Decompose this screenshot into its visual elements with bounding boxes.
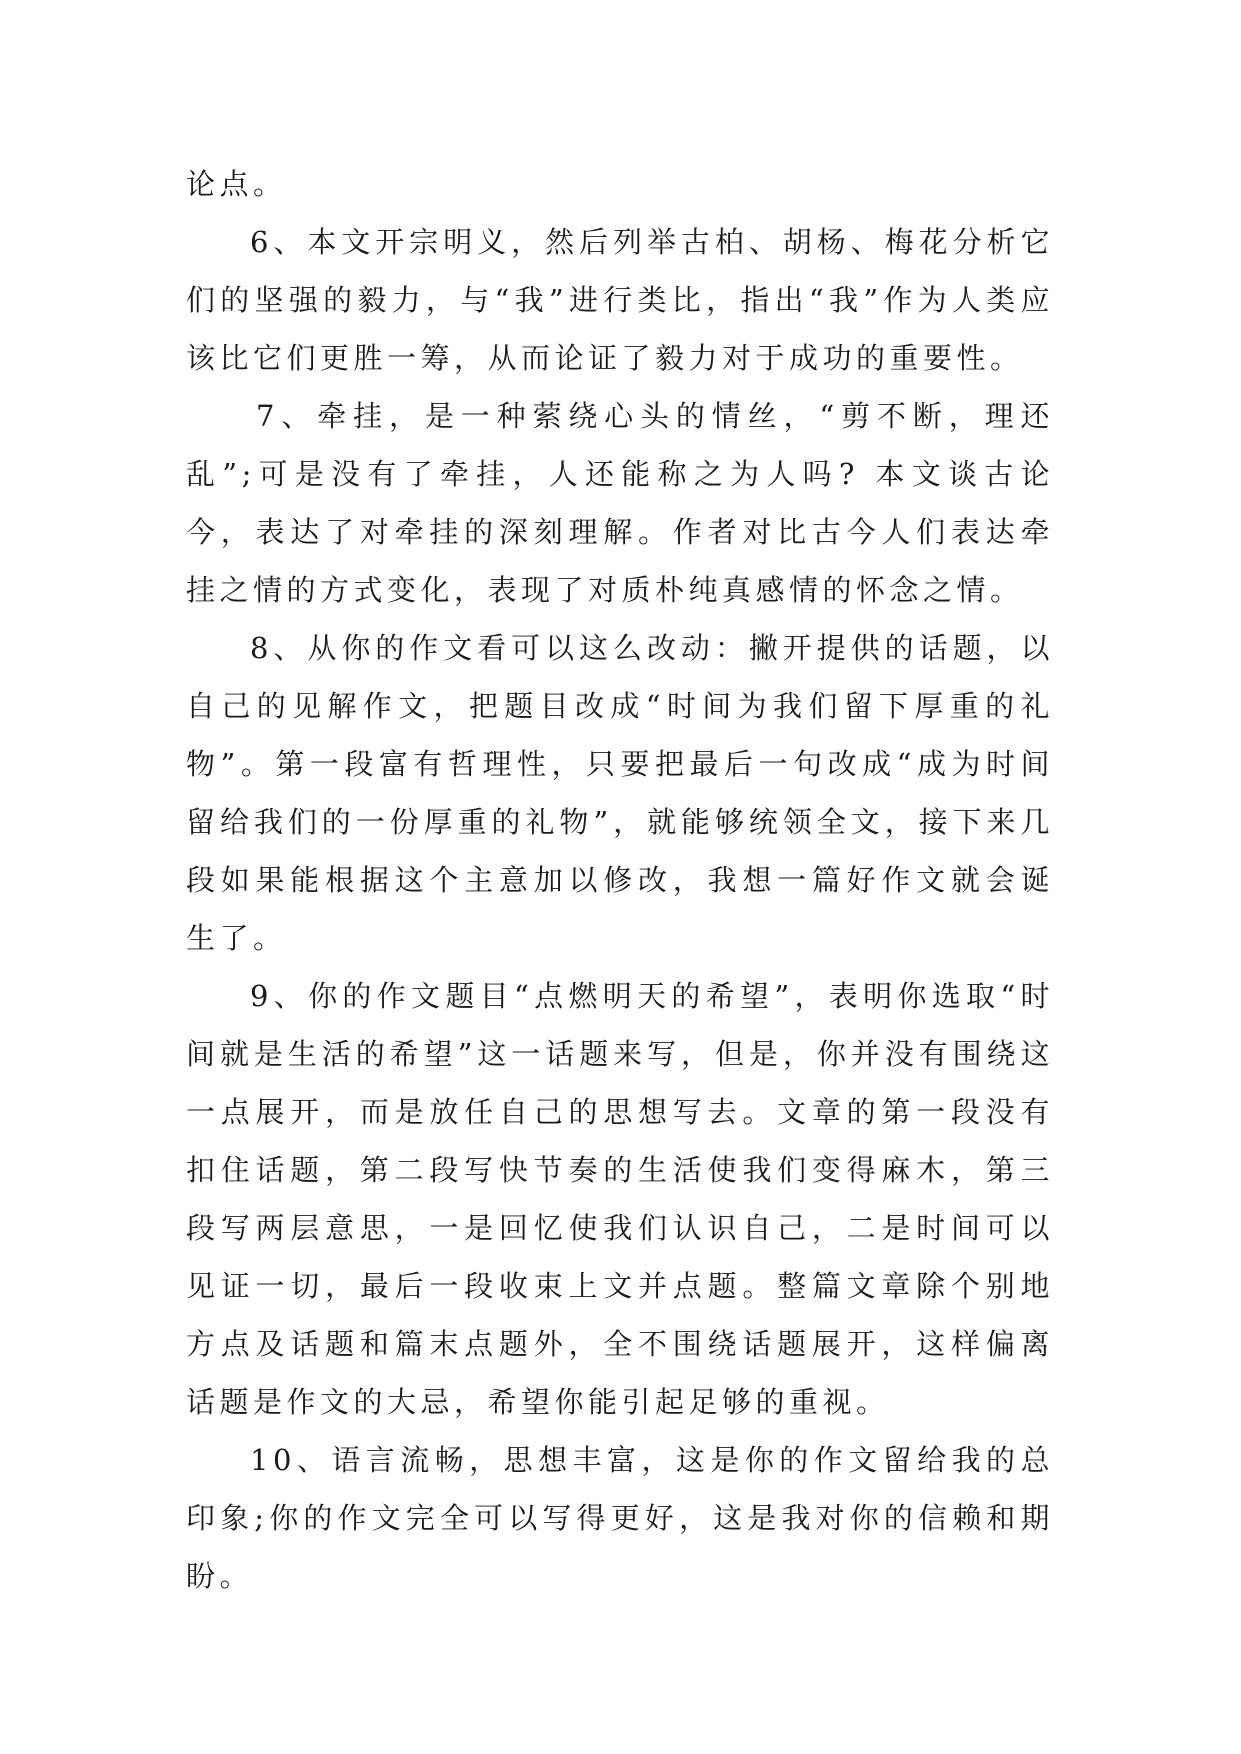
paragraph-item-7: 7、牵挂，是一种萦绕心头的情丝，“剪不断，理还乱”;可是没有了牵挂，人还能称之为人吗? 本文谈古论今，表达了对牵挂的深刻理解。作者对比古今人们表达牵挂之情的方式变化，表现了对质朴纯真感情的怀念之情。 xyxy=(186,399,1054,607)
paragraph-item-10: 10、语言流畅，思想丰富，这是你的作文留给我的总印象;你的作文完全可以写得更好，这是我对你的信赖和期盼。 xyxy=(186,1443,1054,1593)
paragraph-item-6: 6、本文开宗明义，然后列举古柏、胡杨、梅花分析它们的坚强的毅力，与“我”进行类比，指出“我”作为人类应该比它们更胜一筹，从而论证了毅力对于成功的重要性。 xyxy=(186,225,1054,375)
paragraph-item-9: 9、你的作文题目“点燃明天的希望”，表明你选取“时间就是生活的希望”这一话题来写，但是，你并没有围绕这一点展开，而是放任自己的思想写去。文章的第一段没有扣住话题，第二段写快节奏的生活使我们变得麻木，第三段写两层意思，一是回忆使我们认识自己，二是时间可以见证一切，最后一段收束上文并点题。整篇文章除个别地方点及话题和篇末点题外，全不围绕话题展开，这样偏离话题是作文的大忌，希望你能引起足够的重视。 xyxy=(186,979,1054,1419)
paragraph-continuation: 论点。 xyxy=(186,167,287,201)
document-body xyxy=(186,155,1054,1605)
paragraph-item-8: 8、从你的作文看可以这么改动：撇开提供的话题，以自己的见解作文，把题目改成“时间为我们留下厚重的礼物”。第一段富有哲理性，只要把最后一句改成“成为时间留给我们的一份厚重的礼物”，就能够统领全文，接下来几段如果能根据这个主意加以修改，我想一篇好作文就会诞生了。 xyxy=(186,631,1054,955)
